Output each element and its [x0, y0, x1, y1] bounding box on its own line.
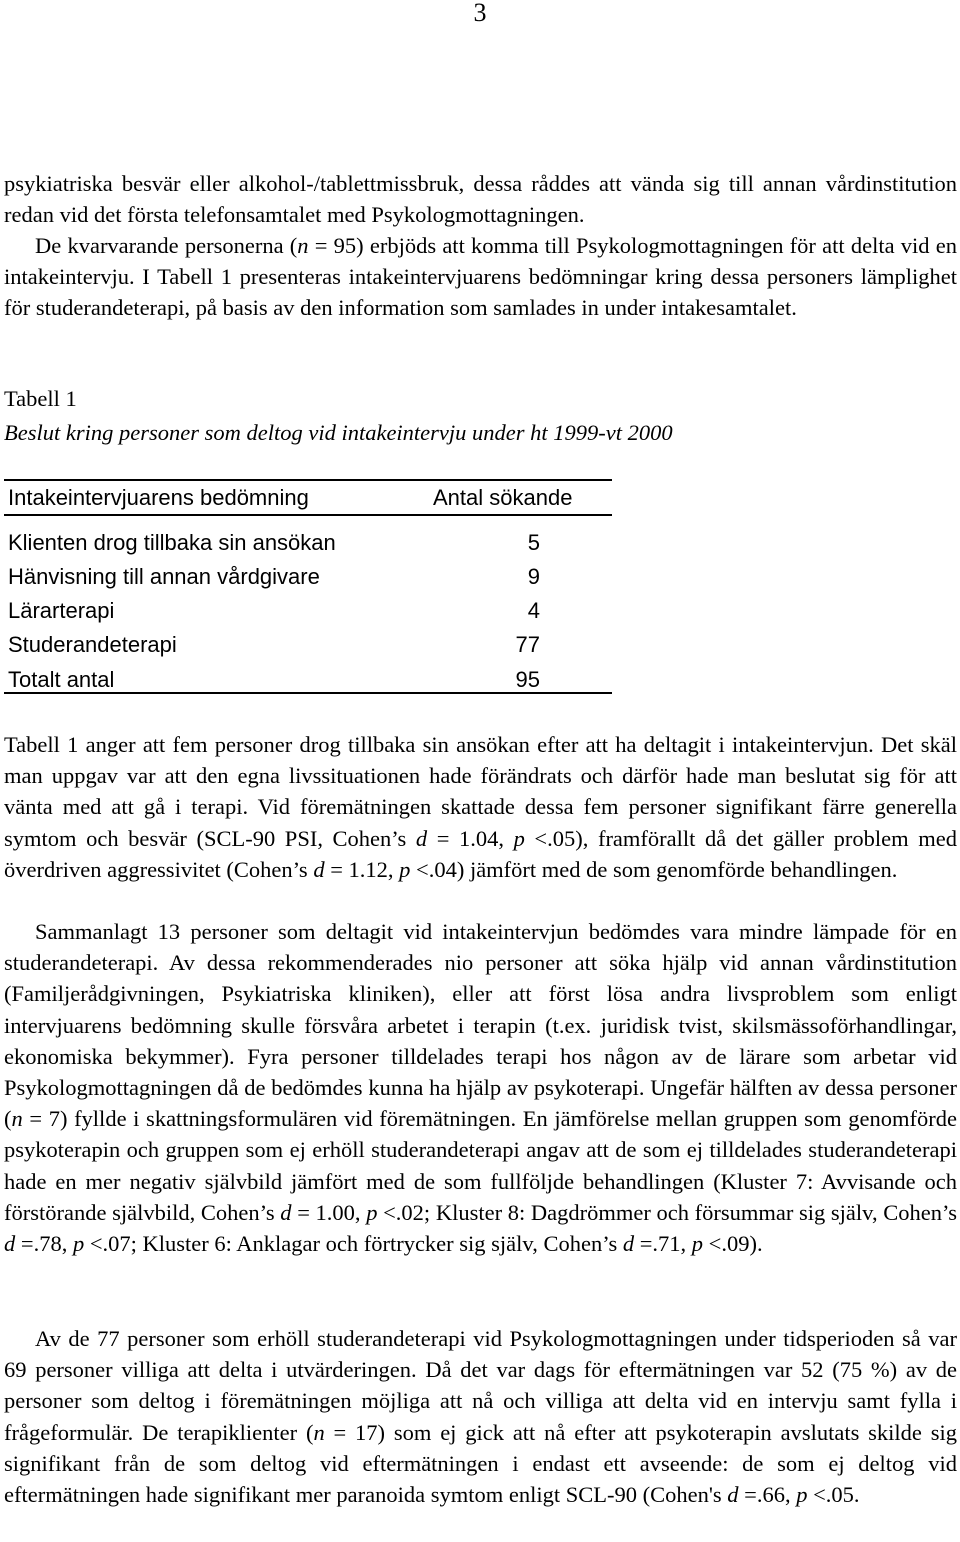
row-value: 77	[515, 632, 540, 657]
row-label: Klienten drog tillbaka sin ansökan	[8, 530, 336, 555]
paragraph-3: Tabell 1 anger att fem personer drog tillbaka sin ansökan efter att ha deltagit i intakeintervjun. Det skäl man uppgav var att den egna livssituationen hade förändrats och därför hade man beslutat sig för att vänta med att gå i terapi. Vid föremätningen skattade dessa fem personer signifikant färre generella symtom och besvär (SCL-90 PSI, Cohen’s d = 1.04, p <.05), framförallt då det gäller problem med överdriven aggressivitet (Cohen’s d = 1.12, p <.04) jämfört med de som genomförde behandlingen.	[4, 732, 957, 882]
header-assessment: Intakeintervjuarens bedömning	[8, 485, 309, 510]
table-header	[8, 481, 612, 515]
table-bottom-rule	[4, 692, 612, 694]
row-label: Studerandeterapi	[8, 632, 177, 657]
row-value: 9	[527, 564, 540, 589]
paragraph-4: Sammanlagt 13 personer som deltagit vid intakeintervjun bedömdes vara mindre lämpade för en studerandeterapi. Av dessa rekommenderades nio personer att söka hjälp vid annan vårdinstitution (Familjerådgivningen, Psykiatriska kliniken), eller att först lösa andra livsproblem som enligt intervjuarens bedömning skulle försvåra arbetet i terapin (t.ex. juridisk tvist, skilsmässoförhandlingar, ekonomiska bekymmer). Fyra personer tilldelades terapi hos någon av de lärare som arbetar vid Psykologmottagningen då de bedömdes kunna ha hjälp av psykoterapi. Ungefär hälften av dessa personer (n = 7) fyllde i skattningsformulären vid föremätningen. En jämförelse mellan gruppen som genomförde psykoterapin och gruppen som ej erhöll studerandeterapi angav att de som ej tilldelades studerandeterapi hade en mer negativ självbild jämfört med de som fullföljde behandlingen (Kluster 7: Avvisande och förstörande självbild, Cohen’s d = 1.00, p <.02; Kluster 8: Dagdrömmer och försummar sig själv, Cohen’s d =.78, p <.07; Kluster 6: Anklagar och förtrycker sig själv, Cohen’s d =.71, p <.09).	[4, 919, 957, 1257]
paragraph-2: De kvarvarande personerna (n = 95) erbjöds att komma till Psykologmottagningen för att delta vid en intakeintervju. I Tabell 1 presenteras intakeintervjuarens bedömningar kring dessa personers lämplighet för studerandeterapi, på basis av den information som samlades in under intakesamtalet.	[4, 233, 957, 321]
row-value: 4	[527, 598, 540, 623]
row-value: 95	[515, 667, 540, 692]
page-number: 3	[473, 0, 487, 27]
table-header-rule	[4, 514, 612, 516]
row-label: Lärarterapi	[8, 598, 115, 623]
row-label: Hänvisning till annan vårdgivare	[8, 564, 320, 589]
row-label: Totalt antal	[8, 667, 115, 692]
row-value: 5	[527, 530, 540, 555]
table-row	[8, 526, 612, 559]
paragraph-5: Av de 77 personer som erhöll studerandeterapi vid Psykologmottagningen under tidsperioden så var 69 personer villiga att delta i utvärderingen. Då det var dags för eftermätningen var 52 (75 %) av de personer som deltog i föremätningen möjliga att nå och villiga att delta vid en intervju samt fylla i frågeformulär. De terapiklienter (n = 17) som ej gick att nå efter att psykoterapin avslutats skilde sig signifikant från de som deltog vid eftermätningen i endast ett avseende: de som ej deltog vid eftermätningen hade signifikant mer paranoida symtom enligt SCL-90 (Cohen's d =.66, p <.05.	[4, 1326, 957, 1508]
table-row	[8, 594, 612, 627]
paragraph-1: psykiatriska besvär eller alkohol-/tablettmissbruk, dessa råddes att vända sig till annan vårdinstitution redan vid det första telefonsamtalet med Psykologmottagningen.	[4, 171, 957, 228]
table-row	[8, 628, 612, 661]
table-row	[8, 560, 612, 593]
table-caption: Beslut kring personer som deltog vid intakeintervju under ht 1999-vt 2000	[4, 420, 673, 445]
table-label: Tabell 1	[4, 386, 77, 411]
header-count: Antal sökande	[433, 485, 573, 510]
